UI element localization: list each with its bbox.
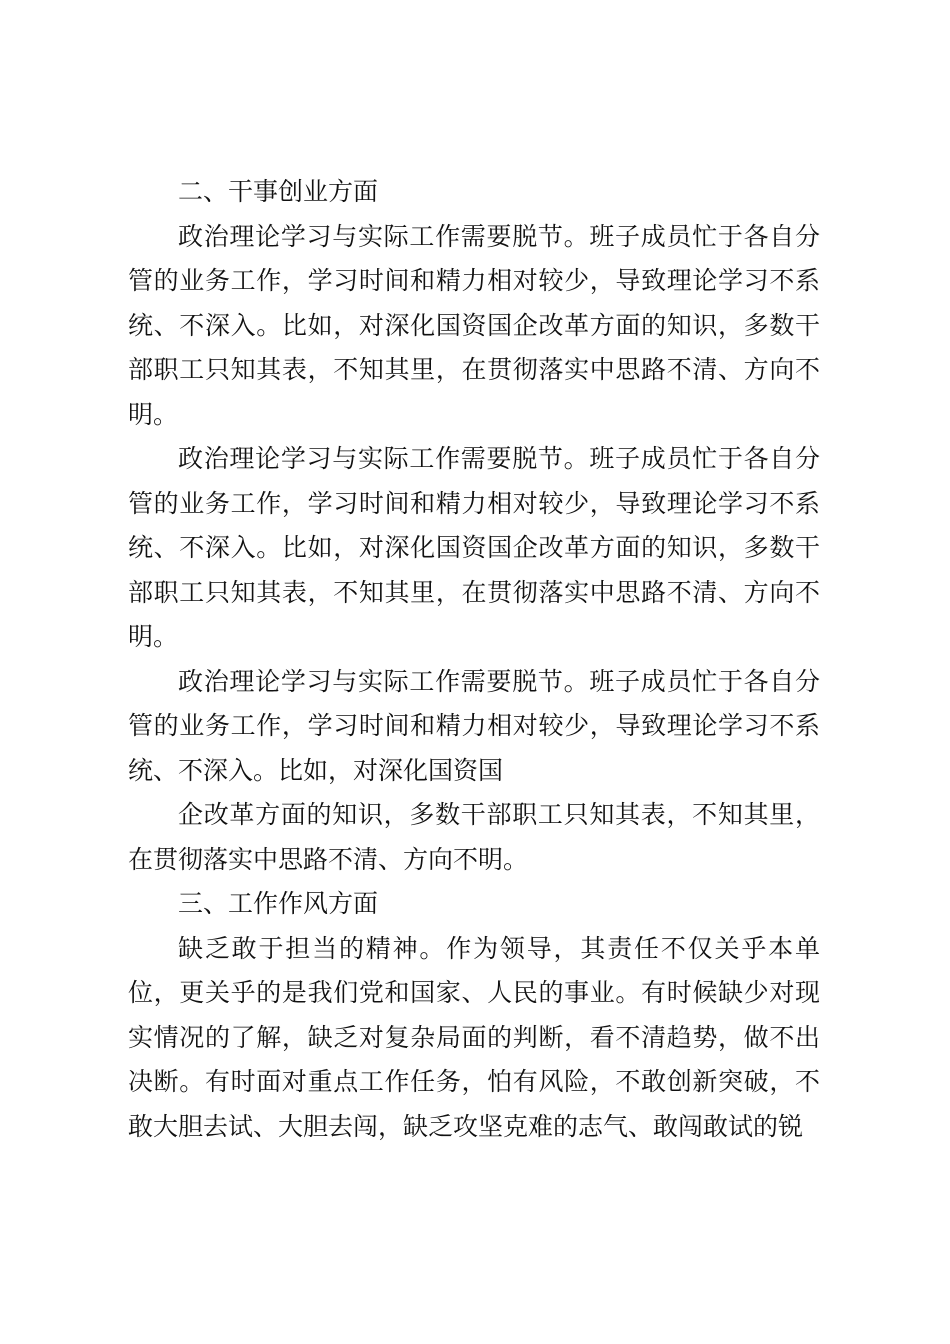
paragraph-2: 政治理论学习与实际工作需要脱节。班子成员忙于各自分管的业务工作，学习时间和精力相对较少，导致理论学习不系统、不深入。比如，对深化国资国企改革方面的知识，多数干部职工只知其表，不知其里，在贯彻落实中思路不清、方向不明。 bbox=[128, 444, 820, 651]
paragraph-5: 缺乏敢于担当的精神。作为领导，其责任不仅关乎本单位，更关乎的是我们党和国家、人民的事业。有时候缺少对现实情况的了解，缺乏对复杂局面的判断，看不清趋势，做不出决断。有时面对重点工作任务，怕有风险，不敢创新突破，不敢大胆去试、大胆去闯，缺乏攻坚克难的志气、敢闯敢试的锐 bbox=[128, 933, 820, 1141]
paragraph-3: 政治理论学习与实际工作需要脱节。班子成员忙于各自分管的业务工作，学习时间和精力相对较少，导致理论学习不系统、不深入。比如，对深化国资国 bbox=[128, 666, 820, 785]
paragraph-4: 企改革方面的知识，多数干部职工只知其表，不知其里，在贯彻落实中思路不清、方向不明。 bbox=[128, 800, 820, 874]
section-heading-2: 二、干事创业方面 bbox=[178, 177, 379, 206]
paragraph-1: 政治理论学习与实际工作需要脱节。班子成员忙于各自分管的业务工作，学习时间和精力相对较少，导致理论学习不系统、不深入。比如，对深化国资国企改革方面的知识，多数干部职工只知其表，不知其里，在贯彻落实中思路不清、方向不明。 bbox=[128, 221, 820, 429]
section-heading-3: 三、工作作风方面 bbox=[178, 889, 379, 918]
document-page bbox=[128, 170, 820, 1149]
